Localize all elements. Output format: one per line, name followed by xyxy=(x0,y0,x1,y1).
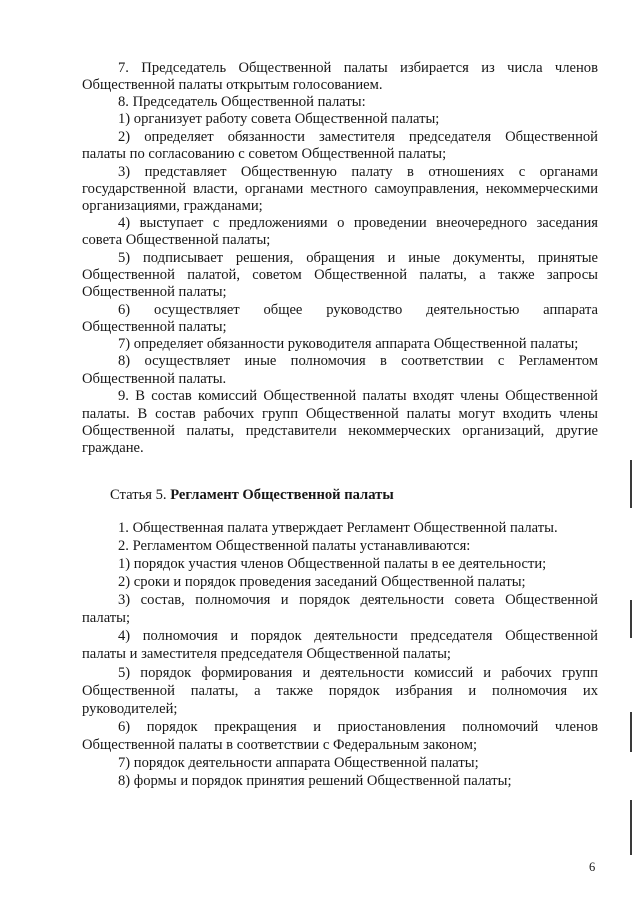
text-line: организациями, гражданами; xyxy=(82,198,263,214)
text-line: Общественной палаты, а также порядок избрания и полномочия их xyxy=(82,683,598,699)
text-line: Общественной палаты, представители некоммерческих организаций, другие xyxy=(82,423,598,439)
scan-edge-mark xyxy=(630,600,632,638)
scan-edge-mark xyxy=(630,460,632,508)
text-line: 3) представляет Общественную палату в отношениях с органами xyxy=(118,164,598,180)
scan-edge-mark xyxy=(630,800,632,855)
scan-edge-mark xyxy=(630,712,632,752)
text-line: 5) порядок формирования и деятельности комиссий и рабочих групп xyxy=(118,665,598,681)
text-line: 8) осуществляет иные полномочия в соответствии с Регламентом xyxy=(118,353,598,369)
text-line: 7) порядок деятельности аппарата Общественной палаты; xyxy=(118,755,479,771)
text-line: 5) подписывает решения, обращения и иные документы, принятые xyxy=(118,250,598,266)
text-line: 6) осуществляет общее руководство деятельностью аппарата xyxy=(118,302,598,318)
text-line: палаты. В состав рабочих групп Общественной палаты могут входить члены xyxy=(82,406,598,422)
text-line: 1) организует работу совета Общественной палаты; xyxy=(118,111,440,127)
text-line: Общественной палаты; xyxy=(82,284,227,300)
text-line: руководителей; xyxy=(82,701,178,717)
text-line: 2. Регламентом Общественной палаты устанавливаются: xyxy=(118,538,471,554)
text-line: 7) определяет обязанности руководителя аппарата Общественной палаты; xyxy=(118,336,579,352)
text-line: 1) порядок участия членов Общественной палаты в ее деятельности; xyxy=(118,556,547,572)
text-line: 4) выступает с предложениями о проведении внеочередного заседания xyxy=(118,215,598,231)
article-title: Регламент Общественной палаты xyxy=(170,487,394,503)
article-number: Статья 5. xyxy=(110,487,167,503)
text-line: 2) определяет обязанности заместителя председателя Общественной xyxy=(118,129,598,145)
text-line: палаты и заместителя председателя Общественной палаты; xyxy=(82,646,451,662)
article-heading xyxy=(110,487,394,504)
text-line: Общественной палаты в соответствии с Федеральным законом; xyxy=(82,737,478,753)
text-line: палаты по согласованию с советом Общественной палаты; xyxy=(82,146,447,162)
text-line: 8) формы и порядок принятия решений Общественной палаты; xyxy=(118,773,512,789)
text-line: 7. Председатель Общественной палаты избирается из числа членов xyxy=(118,60,598,76)
text-line: 6) порядок прекращения и приостановления полномочий членов xyxy=(118,719,598,735)
text-line: палаты; xyxy=(82,610,131,626)
text-line: 1. Общественная палата утверждает Регламент Общественной палаты. xyxy=(118,520,558,536)
text-line: 2) сроки и порядок проведения заседаний Общественной палаты; xyxy=(118,574,526,590)
text-line: 4) полномочия и порядок деятельности председателя Общественной xyxy=(118,628,598,644)
text-line: Общественной палаты. xyxy=(82,371,227,387)
text-line: 9. В состав комиссий Общественной палаты входят члены Общественной xyxy=(118,388,598,404)
text-line: граждане. xyxy=(82,440,144,456)
text-line: совета Общественной палаты; xyxy=(82,232,271,248)
page-number: 6 xyxy=(589,860,596,874)
text-line: Общественной палаты; xyxy=(82,319,227,335)
text-line: Общественной палатой, советом Общественной палаты, а также запросы xyxy=(82,267,598,283)
text-line: Общественной палаты открытым голосованием. xyxy=(82,77,383,93)
text-line: 8. Председатель Общественной палаты: xyxy=(118,94,366,110)
text-line: государственной власти, органами местного самоуправления, некоммерческими xyxy=(82,181,598,197)
text-line: 3) состав, полномочия и порядок деятельности совета Общественной xyxy=(118,592,598,608)
